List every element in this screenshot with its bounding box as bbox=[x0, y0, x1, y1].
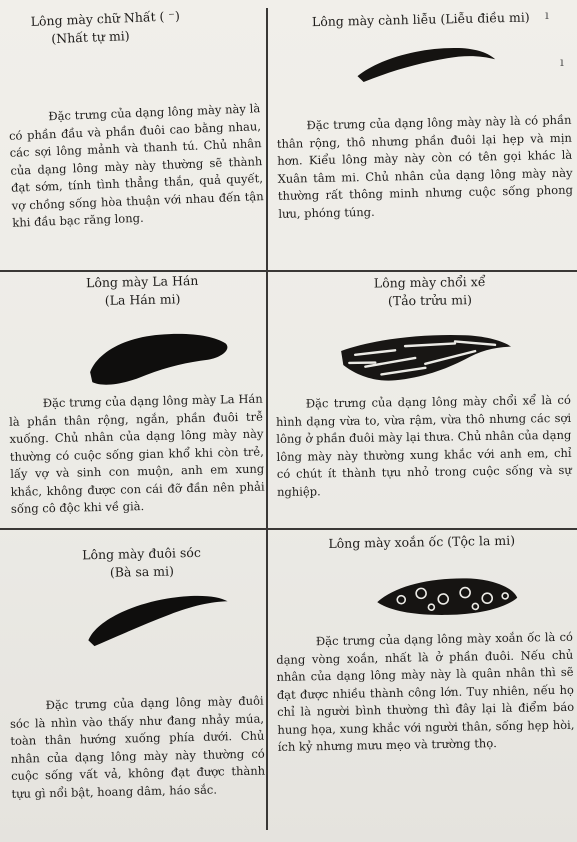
arhat-eyebrow-icon bbox=[81, 325, 242, 390]
squirrel-tail-eyebrow-icon bbox=[81, 587, 232, 648]
eyebrow-card-spiral bbox=[270, 525, 577, 830]
card-title: Lông mày đuôi sóc bbox=[82, 544, 202, 563]
card-title: Lông mày xoắn ốc (Tộc la mi) bbox=[328, 532, 516, 551]
broom-eyebrow-icon bbox=[335, 319, 516, 392]
card-description: Đặc trưng của dạng lông mày chổi xể là có hình dạng vừa to, vừa rậm, vừa thô nhưng các sợi lông ở phần đuôi mày lại thưa. Chủ nhân của dạng lông mày này thường xung khắc với anh em, chỉ có chút ít thành tựu nhỏ trong cuộc sống và sự nghiệp. bbox=[275, 392, 572, 499]
card-title: Lông mày La Hán bbox=[85, 272, 199, 291]
card-subtitle: (Bà sa mi) bbox=[109, 563, 175, 580]
eyebrow-card-broom bbox=[270, 268, 577, 527]
margin-mark: ı bbox=[560, 55, 564, 69]
card-subtitle: (La Hán mi) bbox=[104, 291, 181, 308]
eyebrow-card-straight bbox=[2, 0, 270, 268]
card-subtitle: (Nhất tự mi) bbox=[51, 28, 130, 47]
straight-eyebrow-icon bbox=[4, 40, 264, 108]
eyebrow-card-arhat bbox=[2, 267, 269, 527]
card-description: Đặc trưng của dạng lông mày La Hán là phần thân rộng, ngắn, phần đuôi trễ xuống. Chủ nhân của dạng lông mày này thường có cuộc sống gian khổ khi còn trẻ, lấy vợ và sinh con muộn, anh em xung khắc, không được con cái đỡ đần nên phải sống cô độc khi về già. bbox=[8, 391, 265, 516]
card-title: Lông mày cành liễu (Liễu điều mi) bbox=[311, 9, 530, 30]
card-title: Lông mày chổi xể bbox=[373, 273, 486, 291]
eyebrow-card-squirrel-tail bbox=[2, 525, 270, 830]
willow-eyebrow-icon bbox=[348, 35, 499, 90]
spiral-eyebrow-icon bbox=[371, 568, 522, 623]
card-description: Đặc trưng của dạng lông mày này là có phần thân rộng, thô nhưng phần đuôi lại hẹp và mịn hơn. Kiểu lông mày này còn có tên gọi khác là Xuân tâm mi. Chủ nhân của dạng lông mày này thường rất thông minh nhưng cuộc sống phong lưu, phóng túng. bbox=[276, 112, 574, 221]
margin-mark: ı bbox=[545, 8, 549, 22]
card-subtitle: (Tảo trửu mi) bbox=[387, 292, 472, 309]
card-description: Đặc trưng của dạng lông mày xoắn ốc là có dạng vòng xoắn, nhất là ở phần đuôi. Nếu chủ nhân của dạng lông mày này là quân nhân thì sẽ đạt được nhiều thành công lớn. Tuy nhiên, nếu họ chỉ là người bình thường thì đây lại là điểm báo hung họa, xung khắc với người thân, sống hẹp hòi, ích kỷ nhưng mưu mẹo và trường thọ. bbox=[276, 629, 575, 754]
card-title: Lông mày chữ Nhất ( ⁻) bbox=[30, 8, 181, 29]
card-description: Đặc trưng của dạng lông mày này là có phần đầu và phần đuôi cao bằng nhau, các sợi lông mảnh và thanh tú. Chủ nhân của dạng lông mày này thường sẽ thành đạt sớm, tính tình thẳng thắn, quả quyết, vợ chồng sống hòa thuận với nhau đến tận khi đầu bạc răng long. bbox=[8, 101, 264, 230]
eyebrow-card-willow bbox=[270, 0, 577, 268]
card-description: Đặc trưng của dạng lông mày đuôi sóc là nhìn vào thấy như đang nhảy múa, toàn thân hướng xuống phía dưới. Chủ nhân của dạng lông mày này thường có cuộc sống vất vả, không đạt được thành tựu gì nổi bật, hoang dâm, háo sắc. bbox=[9, 693, 266, 801]
